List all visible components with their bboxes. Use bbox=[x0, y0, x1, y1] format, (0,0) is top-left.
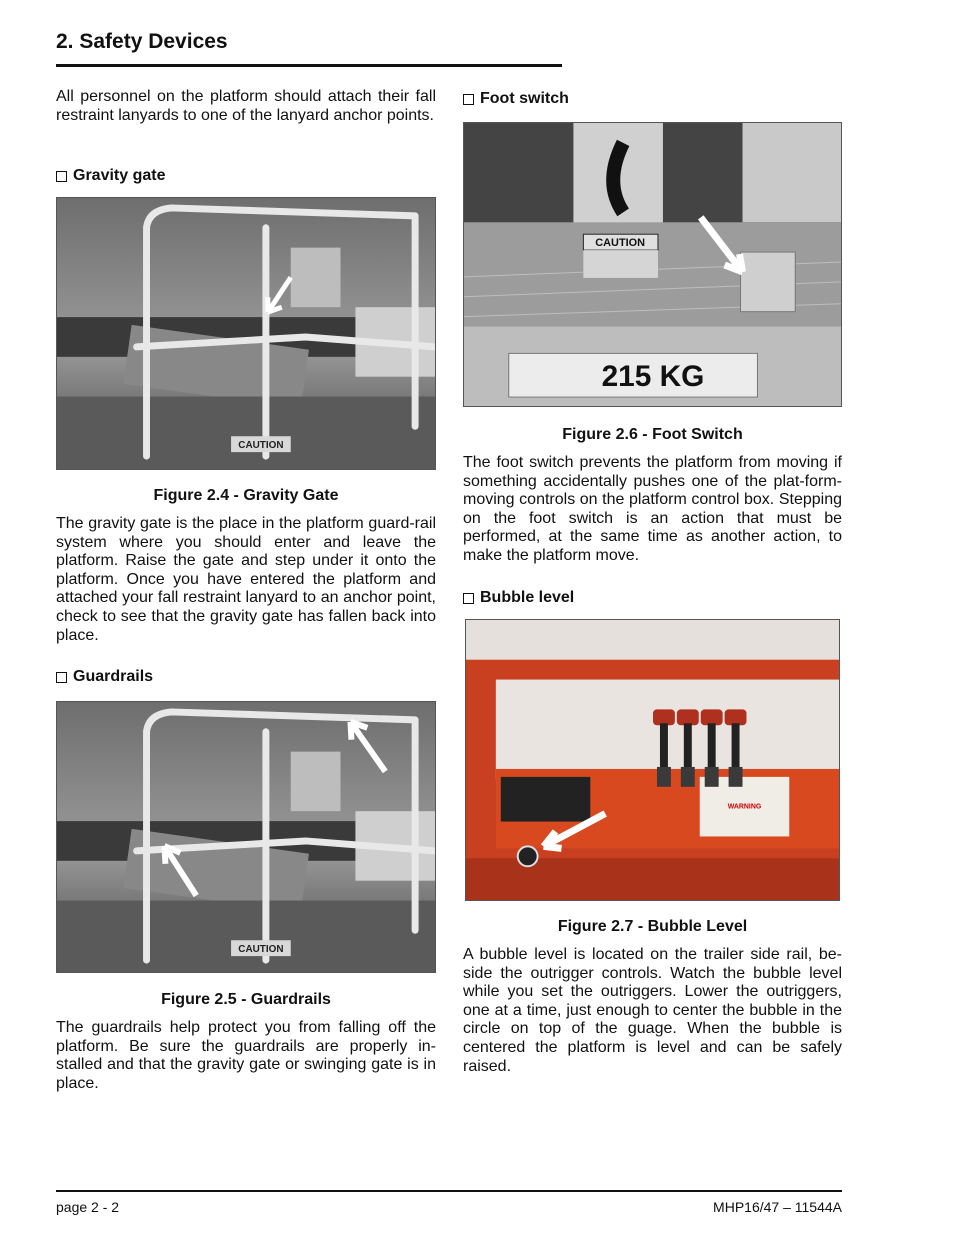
section-gravity-gate bbox=[56, 167, 165, 185]
bubble-level-illustration bbox=[466, 620, 839, 900]
figure-foot-switch-photo bbox=[463, 122, 842, 407]
section-heading: Bubble level bbox=[480, 589, 575, 606]
intro-paragraph: All personnel on the platform should attach their fall restraint lanyards to one of the lanyard anchor points. bbox=[56, 88, 436, 124]
guardrails-illustration bbox=[57, 702, 435, 972]
guardrails-paragraph: The guardrails help protect you from falling off the platform. Be sure the guardrails are properly in-stalled and that the gravity gate or swinging gate is in place. bbox=[56, 1019, 436, 1092]
figure-caption: Figure 2.7 - Bubble Level bbox=[557, 918, 748, 935]
section-guardrails bbox=[56, 668, 153, 686]
section-bubble-level bbox=[463, 589, 574, 607]
section-heading: Guardrails bbox=[73, 668, 154, 685]
footer-rule bbox=[56, 1190, 842, 1192]
page-title: 2. Safety Devices bbox=[56, 30, 228, 53]
gravity-gate-illustration bbox=[57, 198, 435, 469]
photo-warning-label: WARNING bbox=[727, 803, 762, 811]
figure-guardrails-photo bbox=[56, 701, 436, 973]
figure-caption: Figure 2.6 - Foot Switch bbox=[562, 426, 743, 443]
section-foot-switch bbox=[463, 90, 569, 108]
foot-switch-illustration bbox=[464, 123, 841, 406]
section-heading: Foot switch bbox=[480, 90, 569, 107]
checkbox-bullet-icon bbox=[463, 593, 474, 604]
section-heading: Gravity gate bbox=[73, 167, 166, 184]
bubble-level-gauge bbox=[518, 846, 538, 866]
bubble-level-paragraph: A bubble level is located on the trailer side rail, be-side the outrigger controls. Watch the bubble level while you set the outriggers. Lower the outriggers, one at a time, just enough to center the bubble in the circle on top of the guage. When the bubble is centered the platform is level and can be safely raised. bbox=[463, 946, 842, 1075]
figure-caption: Figure 2.4 - Gravity Gate bbox=[153, 487, 339, 504]
foot-switch-paragraph: The foot switch prevents the platform from moving if something accidentally pushes one of the plat-form-moving controls on the platform control box. Stepping on the foot switch is an action that must be performed, at the same time as another action, to make the platform move. bbox=[463, 454, 842, 564]
figure-bubble-level-photo bbox=[465, 619, 840, 901]
header-rule bbox=[56, 64, 562, 67]
document-number: MHP16/47 – 11544A bbox=[713, 1199, 842, 1215]
checkbox-bullet-icon bbox=[56, 171, 67, 182]
checkbox-bullet-icon bbox=[56, 672, 67, 683]
photo-load-plate: 215 KG bbox=[601, 360, 705, 394]
page-number: page 2 - 2 bbox=[56, 1199, 120, 1215]
figure-gravity-gate-photo bbox=[56, 197, 436, 470]
checkbox-bullet-icon bbox=[463, 94, 474, 105]
photo-caution-label: CAUTION bbox=[238, 440, 284, 452]
figure-caption: Figure 2.5 - Guardrails bbox=[161, 991, 331, 1008]
photo-caution-sign: CAUTION bbox=[595, 237, 646, 250]
gravity-gate-paragraph: The gravity gate is the place in the platform guard-rail system where you should enter and leave the platform. Raise the gate and step under it onto the platform. Once you have entered the platform and attached your fall restraint lanyard to an anchor point, check to see that the gravity gate has fallen back into place. bbox=[56, 515, 436, 644]
photo-caution-label: CAUTION bbox=[238, 944, 284, 956]
